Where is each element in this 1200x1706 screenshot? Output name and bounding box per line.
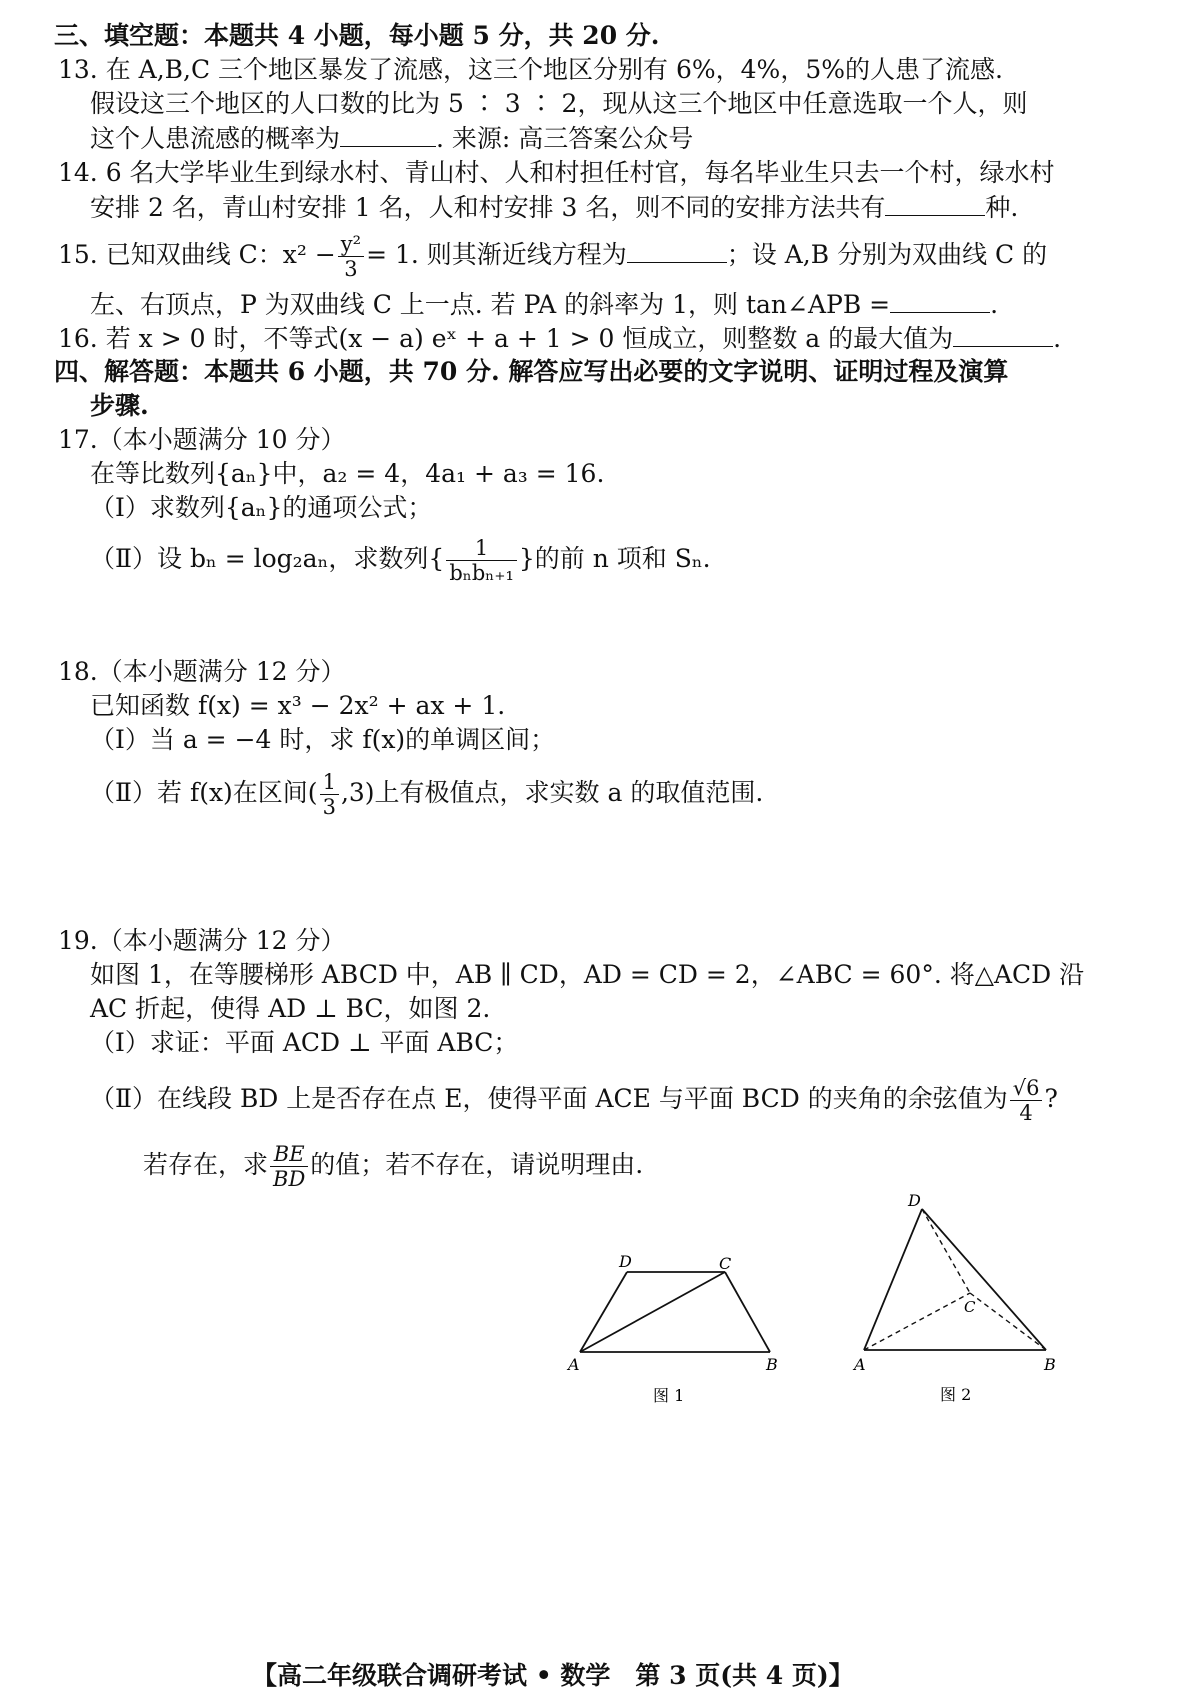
q19-line4-end: ? bbox=[1044, 1084, 1058, 1113]
q19-line4 bbox=[90, 1076, 1058, 1125]
q13-line3 bbox=[90, 122, 693, 155]
q19-ratio-num: BE bbox=[270, 1142, 308, 1167]
q15-line1 bbox=[58, 232, 1047, 281]
q19-line2: AC 折起，使得 AD ⊥ BC，如图 2. bbox=[90, 994, 491, 1023]
answer-blank bbox=[890, 288, 990, 313]
q17-line3-text: （Ⅱ）设 bₙ = log₂aₙ，求数列{ bbox=[90, 544, 445, 573]
q17-head: 17.（本小题满分 10 分） bbox=[58, 425, 346, 454]
fig1-edge-bc bbox=[725, 1272, 770, 1352]
q15-fraction bbox=[338, 232, 364, 281]
answer-blank bbox=[340, 122, 436, 147]
q17-line2: （Ⅰ）求数列{aₙ}的通项公式； bbox=[90, 493, 433, 522]
figure-1-trapezoid bbox=[560, 1240, 800, 1410]
q18-line1: 已知函数 f(x) = x³ − 2x² + ax + 1. bbox=[90, 691, 506, 720]
figure-2-tetrahedron bbox=[846, 1180, 1076, 1410]
q14-line2-end: 种. bbox=[985, 193, 1019, 222]
page-footer: 【高二年级联合调研考试 • 数学 第 3 页(共 4 页)】 bbox=[252, 1661, 854, 1690]
q15-text-a: 15. 已知双曲线 C：x² − bbox=[58, 240, 336, 269]
q15-line2-end: . bbox=[990, 290, 999, 319]
fig2-label-c: C bbox=[964, 1298, 976, 1316]
q17-frac-den: bₙbₙ₊₁ bbox=[449, 561, 514, 585]
fig2-caption: 图 2 bbox=[940, 1385, 972, 1404]
q19-ratio-fraction bbox=[270, 1142, 308, 1191]
q19-line5 bbox=[143, 1142, 643, 1191]
q15-text-c: ；设 A,B 分别为双曲线 C 的 bbox=[726, 240, 1048, 269]
q18-line3 bbox=[90, 770, 763, 819]
q18-fraction bbox=[320, 770, 339, 819]
q19-line1: 如图 1，在等腰梯形 ABCD 中，AB ∥ CD，AD = CD = 2，∠ABC = 60°. 将△ACD 沿 bbox=[90, 960, 1085, 989]
fig1-label-a: A bbox=[568, 1355, 580, 1374]
q15-line2 bbox=[90, 288, 998, 321]
fig2-label-d: D bbox=[908, 1191, 921, 1210]
fig1-diagonal-ac bbox=[580, 1272, 725, 1352]
q13-line3-text: 这个人患流感的概率为 bbox=[90, 124, 341, 153]
answer-blank bbox=[953, 322, 1053, 347]
q17-line3-end: }的前 n 项和 Sₙ. bbox=[518, 544, 711, 573]
fig1-caption: 图 1 bbox=[653, 1386, 685, 1405]
fig1-label-c: C bbox=[719, 1254, 732, 1273]
q14-line2-text: 安排 2 名，青山村安排 1 名，人和村安排 3 名，则不同的安排方法共有 bbox=[90, 193, 886, 222]
q14-line1: 14. 6 名大学毕业生到绿水村、青山村、人和村担任村官，每名毕业生只去一个村，绿水村 bbox=[58, 158, 1055, 187]
q19-line5-text: 若存在，求 bbox=[143, 1150, 269, 1179]
q17-frac-num: 1 bbox=[446, 536, 517, 561]
q13-line1: 13. 在 A,B,C 三个地区暴发了流感，这三个地区分别有 6%，4%，5%的人患了流感. bbox=[58, 55, 1003, 84]
q17-fraction bbox=[446, 536, 517, 585]
q18-line2: （Ⅰ）当 a = −4 时，求 f(x)的单调区间； bbox=[90, 725, 556, 754]
q17-line3 bbox=[90, 536, 711, 585]
q14-line2 bbox=[90, 191, 1018, 224]
section4-title-line2: 步骤. bbox=[90, 391, 149, 420]
q19-ratio-den: BD bbox=[273, 1167, 306, 1191]
q18-line3-text: （Ⅱ）若 f(x)在区间( bbox=[90, 778, 318, 807]
answer-blank bbox=[885, 191, 985, 216]
q16-line bbox=[58, 322, 1061, 355]
fig2-hidden-edge-dc bbox=[922, 1209, 970, 1293]
q19-head: 19.（本小题满分 12 分） bbox=[58, 926, 346, 955]
fig1-label-b: B bbox=[766, 1355, 778, 1374]
q18-frac-num: 1 bbox=[320, 770, 339, 795]
q18-line3-end: ,3)上有极值点，求实数 a 的取值范围. bbox=[340, 778, 764, 807]
q18-frac-den: 3 bbox=[322, 795, 336, 819]
q15-frac-den: 3 bbox=[344, 257, 358, 281]
fig2-edge-ad bbox=[864, 1209, 922, 1350]
section3-title: 三、填空题：本题共 4 小题，每小题 5 分，共 20 分. bbox=[54, 21, 660, 50]
q15-line2-text: 左、右顶点，P 为双曲线 C 上一点. 若 PA 的斜率为 1，则 tan∠APB = bbox=[90, 290, 891, 319]
section4-title-line1: 四、解答题：本题共 6 小题，共 70 分. 解答应写出必要的文字说明、证明过程及演算 bbox=[54, 357, 1009, 386]
q19-line5-end: 的值；若不存在，请说明理由. bbox=[310, 1150, 644, 1179]
q19-cos-num: √6 bbox=[1010, 1076, 1043, 1101]
fig2-hidden-edge-bc bbox=[970, 1293, 1046, 1350]
q19-cos-den: 4 bbox=[1019, 1101, 1033, 1125]
q17-line1: 在等比数列{aₙ}中，a₂ = 4，4a₁ + a₃ = 16. bbox=[90, 459, 605, 488]
q19-line4-text: （Ⅱ）在线段 BD 上是否存在点 E，使得平面 ACE 与平面 BCD 的夹角的余弦值为 bbox=[90, 1084, 1008, 1113]
q19-line3: （Ⅰ）求证：平面 ACD ⊥ 平面 ABC； bbox=[90, 1028, 519, 1057]
q16-end: . bbox=[1053, 324, 1062, 353]
q16-text: 16. 若 x > 0 时，不等式(x − a) eˣ + a + 1 > 0 恒成立，则整数 a 的最大值为 bbox=[58, 324, 954, 353]
fig2-edge-bd bbox=[922, 1209, 1046, 1350]
q19-cos-fraction bbox=[1010, 1076, 1043, 1125]
fig1-label-d: D bbox=[619, 1252, 632, 1271]
answer-blank bbox=[627, 238, 727, 263]
q15-text-b: = 1. 则其渐近线方程为 bbox=[366, 240, 627, 269]
q18-head: 18.（本小题满分 12 分） bbox=[58, 657, 346, 686]
fig2-hidden-edge-ac bbox=[864, 1293, 970, 1350]
q13-line2: 假设这三个地区的人口数的比为 5 ∶ 3 ∶ 2，现从这三个地区中任意选取一个人，则 bbox=[90, 89, 1028, 118]
fig2-label-a: A bbox=[854, 1355, 866, 1374]
fig2-label-b: B bbox=[1044, 1355, 1056, 1374]
q15-frac-num: y² bbox=[338, 232, 364, 257]
q13-line3-source: . 来源: 高三答案公众号 bbox=[436, 124, 694, 153]
